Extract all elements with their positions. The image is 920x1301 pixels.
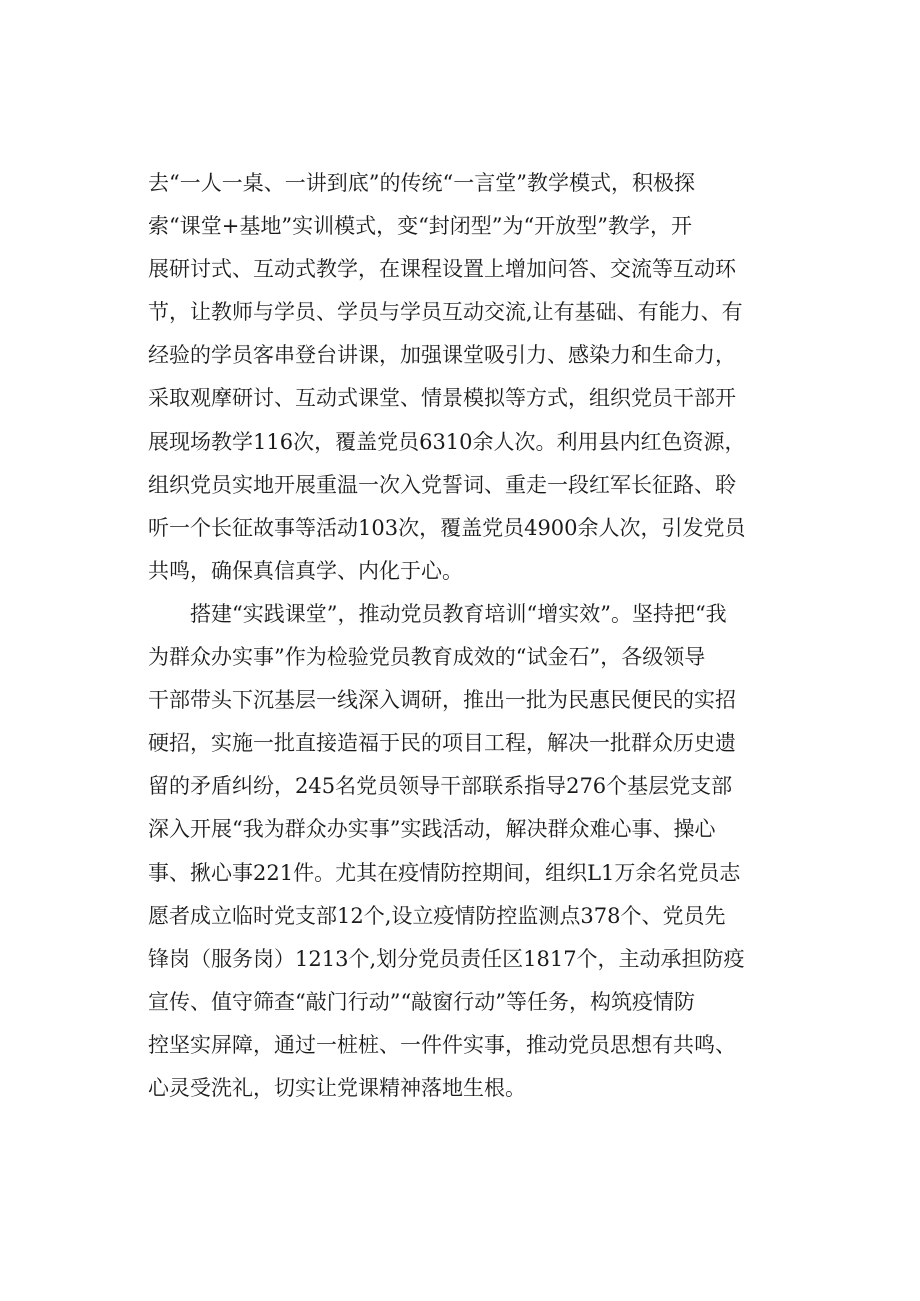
text-line: 共鸣，确保真信真学、内化于心。 (148, 558, 463, 583)
text-line: 去“一人一桌、一讲到底”的传统“一言堂”教学模式，积极探 (148, 171, 695, 195)
text-line: 心灵受洗礼，切实让党课精神落地生根。 (148, 1075, 526, 1100)
text-line: 愿者成立临时党支部12个,设立疫情防控监测点378个、党员先 (148, 903, 726, 928)
text-line: 展现场教学116次，覆盖党员6310余人次。利用县内红色资源， (148, 429, 746, 454)
text-line: 索“课堂+基地”实训模式，变“封闭型”为“开放型”教学，开 (148, 214, 693, 239)
text-line: 硬招，实施一批直接造福于民的项目工程，解决一批群众历史遗 (148, 731, 736, 756)
text-line: 节，让教师与学员、学员与学员互动交流,让有基础、有能力、有 (148, 300, 743, 325)
text-line: 采取观摩研讨、互动式课堂、情景模拟等方式，组织党员干部开 (148, 386, 736, 411)
document-body (148, 162, 808, 1110)
text-line: 深入开展“我为群众办实事”实践活动，解决群众难心事、操心 (148, 817, 716, 842)
text-line: 组织党员实地开展重温一次入党誓词、重走一段红军长征路、聆 (148, 472, 736, 497)
text-line: 干部带头下沉基层一线深入调研，推出一批为民惠民便民的实招 (148, 688, 736, 713)
text-line: 事、揪心事221件。尤其在疫情防控期间，组织L1万余名党员志 (148, 860, 741, 885)
text-line: 宣传、值守筛查“敲门行动”“敲窗行动”等任务，构筑疫情防 (148, 989, 695, 1014)
text-line: 经验的学员客串登台讲课，加强课堂吸引力、感染力和生命力， (148, 343, 736, 368)
text-line: 听一个长征故事等活动103次，覆盖党员4900余人次，引发党员 (148, 515, 746, 540)
paragraph-2 (148, 593, 808, 1110)
text-line: 控坚实屏障，通过一桩桩、一件件实事，推动党员思想有共鸣、 (148, 1032, 736, 1057)
text-line: 展研讨式、互动式教学，在课程设置上增加问答、交流等互动环 (148, 257, 736, 282)
text-line: 留的矛盾纠纷，245名党员领导干部联系指导276个基层党支部 (148, 774, 733, 799)
text-line: 为群众办实事”作为检验党员教育成效的“试金石”，各级领导 (148, 645, 706, 670)
paragraph-1 (148, 162, 808, 593)
text-line: 锋岗（服务岗）1213个,划分党员责任区1817个，主动承担防疫 (148, 946, 745, 971)
text-line: 搭建“实践课堂”，推动党员教育培训“增实效”。坚持把“我 (148, 601, 727, 626)
